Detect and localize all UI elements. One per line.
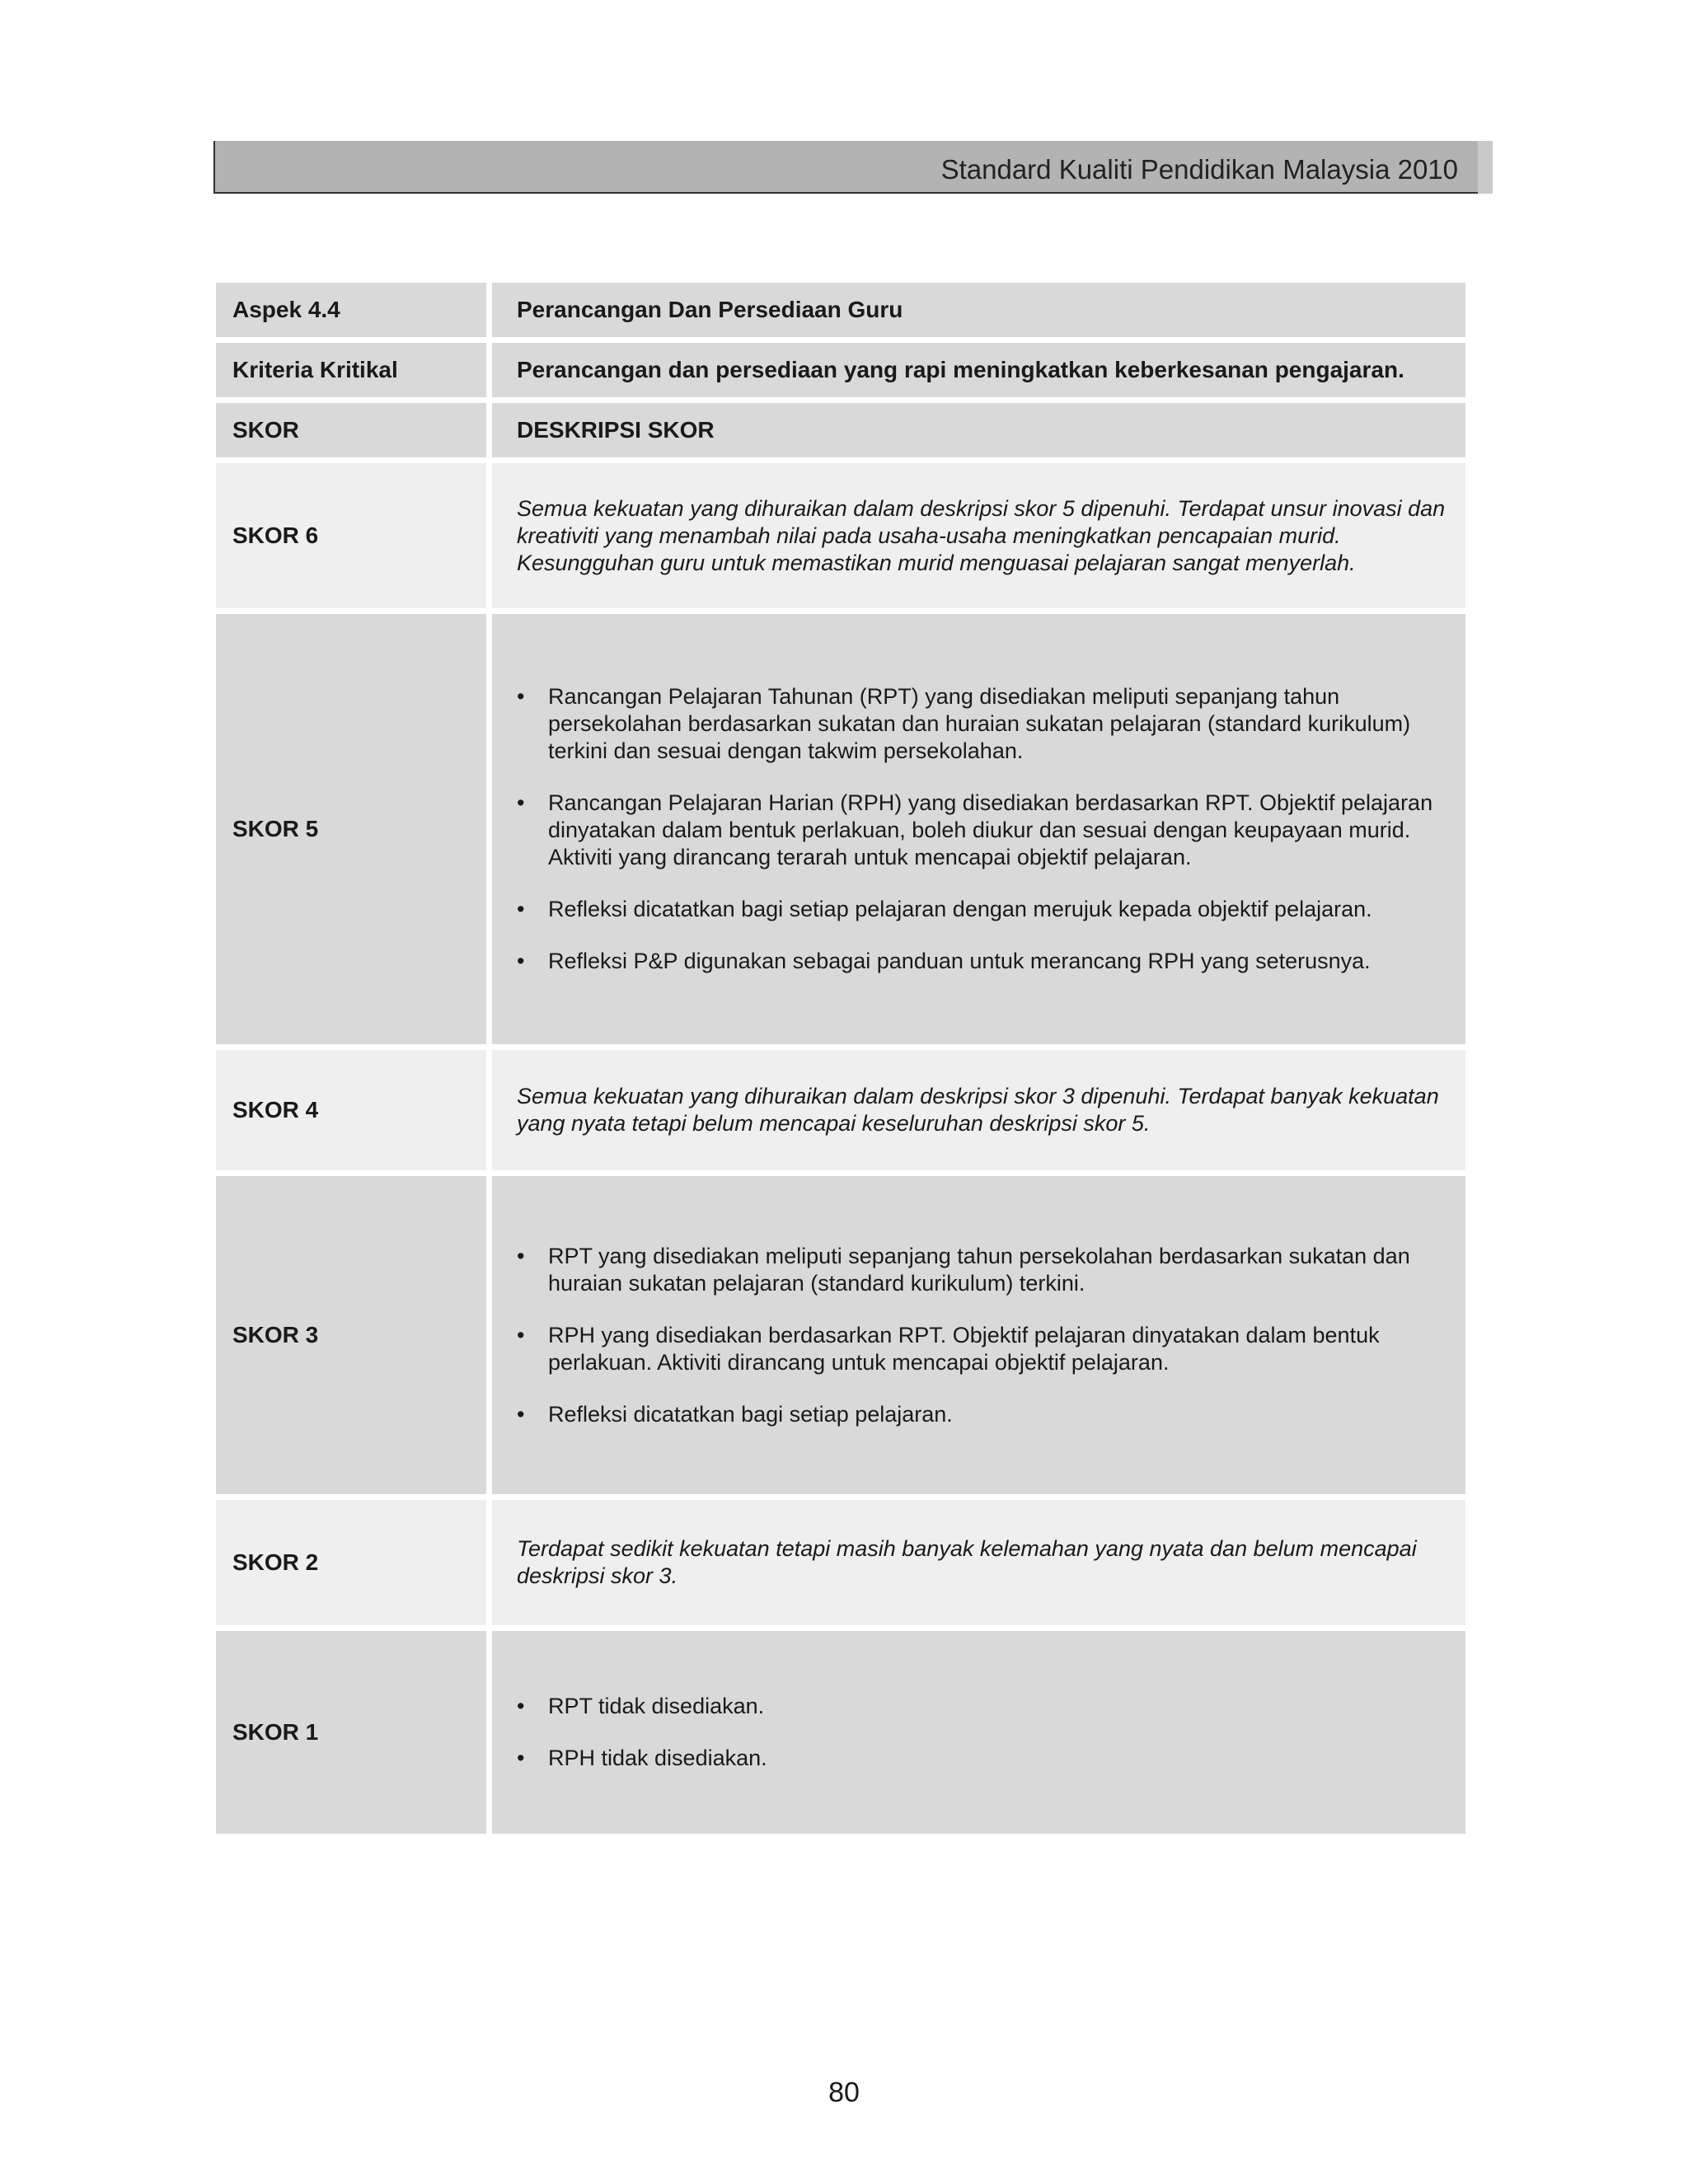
row-skor-6 bbox=[216, 463, 1465, 608]
skor-4-text: Semua kekuatan yang dihuraikan dalam deskripsi skor 3 dipenuhi. Terdapat banyak kekuatan yang nyata tetapi belum mencapai keseluruhan deskripsi skor 5. bbox=[517, 1084, 1439, 1136]
bullet-icon: • bbox=[517, 1746, 525, 1770]
skor-6-description bbox=[492, 463, 1465, 608]
skor-1-description bbox=[492, 1631, 1465, 1834]
row-aspek bbox=[216, 283, 1465, 337]
bullet-icon: • bbox=[517, 1401, 525, 1427]
skor-4-label: SKOR 4 bbox=[216, 1050, 486, 1170]
list-item-text: RPH yang disediakan berdasarkan RPT. Objektif pelajaran dinyatakan dalam bentuk perlakuan. Aktiviti dirancang untuk mencapai objektif pelajaran. bbox=[548, 1322, 1380, 1375]
row-skor-3 bbox=[216, 1176, 1465, 1494]
header-title: Standard Kualiti Pendidikan Malaysia 2010 bbox=[940, 154, 1458, 185]
row-kriteria bbox=[216, 343, 1465, 397]
skor-1-bullet-list bbox=[517, 1693, 767, 1772]
row-column-headers bbox=[216, 403, 1465, 457]
deskripsi-header: DESKRIPSI SKOR bbox=[492, 403, 1465, 457]
skor-5-description bbox=[492, 614, 1465, 1044]
list-item bbox=[517, 1243, 1457, 1297]
bullet-icon: • bbox=[517, 1322, 525, 1347]
skor-2-label: SKOR 2 bbox=[216, 1500, 486, 1625]
skor-2-text: Terdapat sedikit kekuatan tetapi masih banyak kelemahan yang nyata dan belum mencapai deskripsi skor 3. bbox=[517, 1536, 1417, 1588]
list-item-text: Refleksi dicatatkan bagi setiap pelajaran dengan merujuk kepada objektif pelajaran. bbox=[548, 897, 1372, 921]
bullet-icon: • bbox=[517, 684, 525, 709]
bullet-icon: • bbox=[517, 1243, 525, 1268]
skor-6-text: Semua kekuatan yang dihuraikan dalam deskripsi skor 5 dipenuhi. Terdapat unsur inovasi dan kreativiti yang menambah nilai pada usaha-usaha meningkatkan pencapaian murid. Kesungguhan guru untuk memastikan murid menguasai pelajaran sangat menyerlah. bbox=[517, 495, 1446, 575]
bullet-icon: • bbox=[517, 949, 525, 973]
list-item-text: RPT yang disediakan meliputi sepanjang tahun persekolahan berdasarkan sukatan dan huraian sukatan pelajaran (standard kurikulum) terkini. bbox=[548, 1243, 1410, 1296]
skor-3-bullet-list bbox=[517, 1243, 1457, 1428]
skor-4-description bbox=[492, 1050, 1465, 1170]
bullet-icon: • bbox=[517, 1694, 525, 1718]
bullet-icon: • bbox=[517, 897, 525, 921]
row-skor-1 bbox=[216, 1631, 1465, 1834]
bullet-icon: • bbox=[517, 790, 525, 815]
page-header-bar bbox=[213, 141, 1478, 194]
skor-3-description bbox=[492, 1176, 1465, 1494]
list-item bbox=[517, 1322, 1457, 1376]
skor-1-label: SKOR 1 bbox=[216, 1631, 486, 1834]
skor-2-description bbox=[492, 1500, 1465, 1625]
list-item bbox=[517, 1745, 767, 1772]
list-item bbox=[517, 683, 1457, 765]
row-skor-4 bbox=[216, 1050, 1465, 1170]
list-item bbox=[517, 790, 1457, 871]
page-number: 80 bbox=[828, 2077, 860, 2108]
list-item-text: Rancangan Pelajaran Tahunan (RPT) yang disediakan meliputi sepanjang tahun persekolahan berdasarkan sukatan dan huraian sukatan pelajaran (standard kurikulum) terkini dan sesuai dengan takwim persekolahan. bbox=[548, 684, 1411, 763]
skor-6-label: SKOR 6 bbox=[216, 463, 486, 608]
header-bar-tab bbox=[1478, 141, 1493, 194]
skor-5-bullet-list bbox=[517, 683, 1457, 975]
aspek-label: Aspek 4.4 bbox=[216, 283, 486, 337]
list-item bbox=[517, 896, 1457, 923]
list-item-text: Refleksi P&P digunakan sebagai panduan untuk merancang RPH yang seterusnya. bbox=[548, 949, 1371, 973]
list-item-text: RPH tidak disediakan. bbox=[548, 1746, 767, 1770]
rubric-table bbox=[216, 283, 1465, 1840]
list-item-text: Rancangan Pelajaran Harian (RPH) yang disediakan berdasarkan RPT. Objektif pelajaran dinyatakan dalam bentuk perlakuan, boleh diukur dan sesuai dengan keupayaan murid. Aktiviti yang dirancang terarah untuk mencapai objektif pelajaran. bbox=[548, 790, 1433, 869]
list-item-text: RPT tidak disediakan. bbox=[548, 1694, 765, 1718]
skor-header: SKOR bbox=[216, 403, 486, 457]
list-item-text: Refleksi dicatatkan bagi setiap pelajaran. bbox=[548, 1401, 953, 1427]
row-skor-2 bbox=[216, 1500, 1465, 1625]
kriteria-value: Perancangan dan persediaan yang rapi meningkatkan keberkesanan pengajaran. bbox=[492, 343, 1465, 397]
list-item bbox=[517, 948, 1457, 975]
skor-5-label: SKOR 5 bbox=[216, 614, 486, 1044]
aspek-value: Perancangan Dan Persediaan Guru bbox=[492, 283, 1465, 337]
row-skor-5 bbox=[216, 614, 1465, 1044]
skor-3-label: SKOR 3 bbox=[216, 1176, 486, 1494]
list-item bbox=[517, 1401, 1457, 1428]
kriteria-label: Kriteria Kritikal bbox=[216, 343, 486, 397]
list-item bbox=[517, 1693, 767, 1720]
